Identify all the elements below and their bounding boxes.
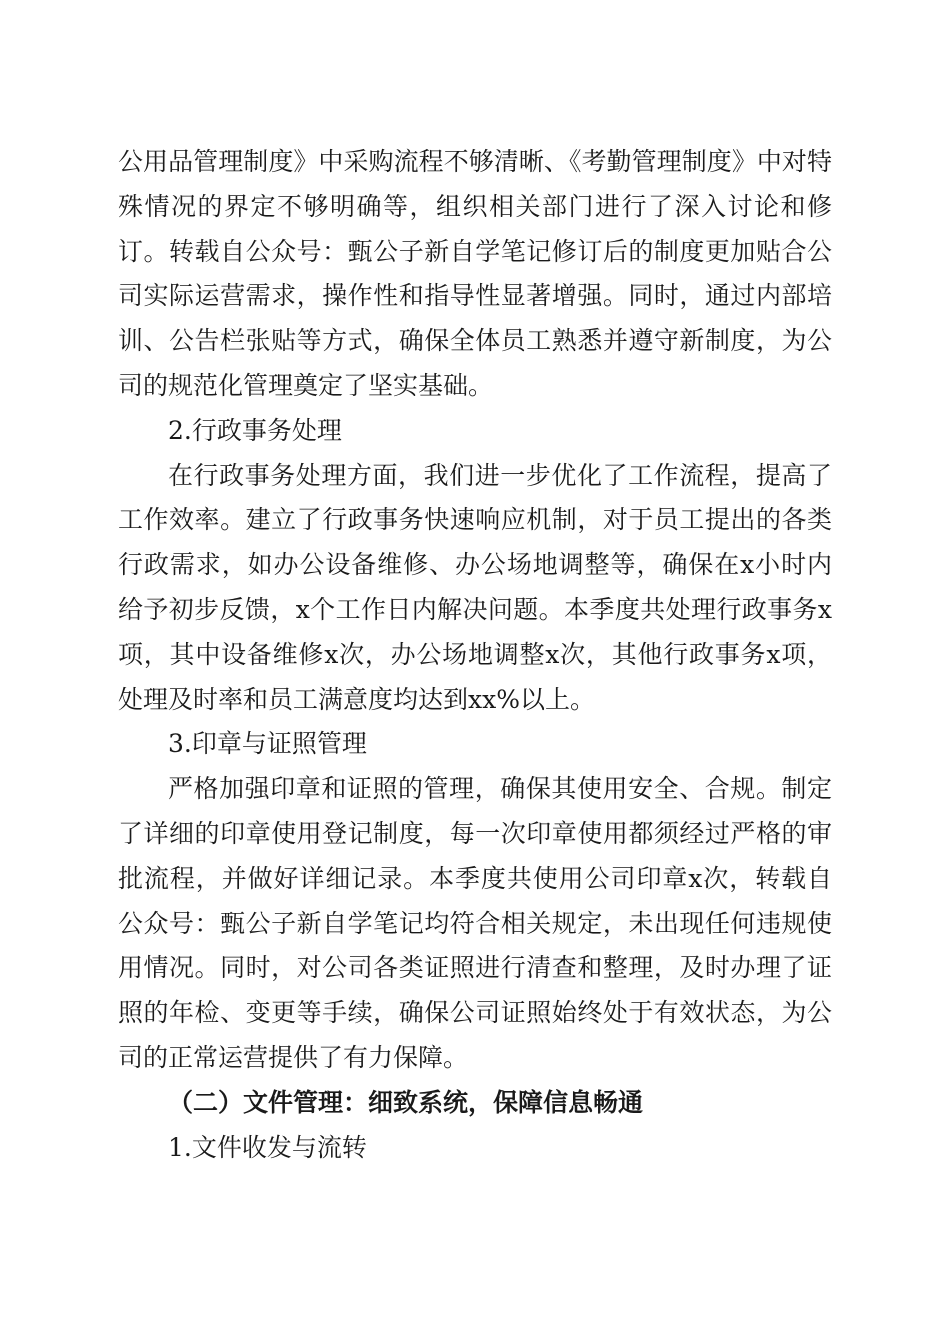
paragraph-continuation: 公用品管理制度》中采购流程不够清晰、《考勤管理制度》中对特殊情况的界定不够明确等，组织相关部门进行了深入讨论和修订。转载自公众号：甄公子新自学笔记修订后的制度更加贴合公司实际运营需求，操作性和指导性显著增强。同时，通过内部培训、公告栏张贴等方式，确保全体员工熟悉并遵守新制度，为公司的规范化管理奠定了坚实基础。	[118, 147, 832, 400]
section-heading-file-management: （二）文件管理：细致系统，保障信息畅通	[168, 1087, 644, 1117]
section-heading-file-dispatch: 1.文件收发与流转	[168, 1132, 367, 1162]
paragraph-seal-license: 严格加强印章和证照的管理，确保其使用安全、合规。制定了详细的印章使用登记制度，每一次印章使用都须经过严格的审批流程，并做好详细记录。本季度共使用公司印章x次，转载自公众号：甄公子新自学笔记均符合相关规定，未出现任何违规使用情况。同时，对公司各类证照进行清查和整理，及时办理了证照的年检、变更等手续，确保公司证照始终处于有效状态，为公司的正常运营提供了有力保障。	[118, 774, 832, 1072]
paragraph-admin-affairs: 在行政事务处理方面，我们进一步优化了工作流程，提高了工作效率。建立了行政事务快速响应机制，对于员工提出的各类行政需求，如办公设备维修、办公场地调整等，确保在x小时内给予初步反馈，x个工作日内解决问题。本季度共处理行政事务x项，其中设备维修x次，办公场地调整x次，其他行政事务x项，处理及时率和员工满意度均达到xx%以上。	[118, 460, 832, 714]
section-heading-admin-affairs: 2.行政事务处理	[168, 415, 342, 445]
section-heading-seal-license: 3.印章与证照管理	[168, 729, 367, 759]
document-page	[118, 140, 832, 1170]
